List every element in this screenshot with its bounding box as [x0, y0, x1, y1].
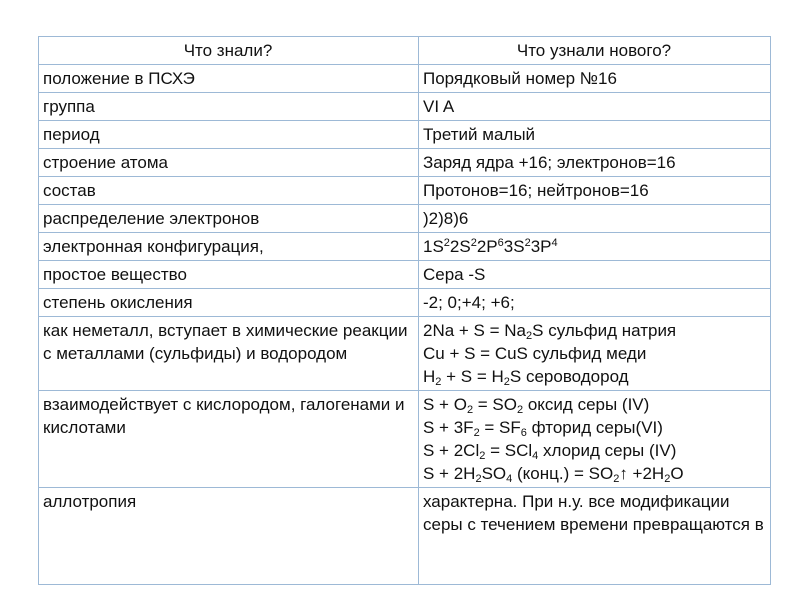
row-value: Порядковый номер №16	[419, 65, 771, 93]
reaction-line: $H_2 + S = H_2S$ сероводород	[423, 367, 629, 388]
table-row	[39, 65, 771, 93]
row-value: VI A	[419, 93, 771, 121]
reaction-line: $S + 2H_2SO_4$ (конц.) = $SO_2↑ +2H_2O$	[423, 464, 684, 485]
table-row	[39, 488, 771, 585]
table-row	[39, 205, 771, 233]
sulfur-table	[38, 36, 771, 585]
table-row	[39, 121, 771, 149]
row-value: $1S^22S^22P^63S^23P^4$	[419, 233, 771, 261]
row-label: взаимодействует с кислородом, галогенами и кислотами	[39, 391, 419, 488]
row-label: строение атома	[39, 149, 419, 177]
row-label: положение в ПСХЭ	[39, 65, 419, 93]
table-row	[39, 261, 771, 289]
row-label: аллотропия	[39, 488, 419, 585]
row-label: простое вещество	[39, 261, 419, 289]
row-value	[419, 317, 771, 391]
table-header-row	[39, 37, 771, 65]
row-label: состав	[39, 177, 419, 205]
table-row	[39, 289, 771, 317]
table-row	[39, 149, 771, 177]
header-known: Что знали?	[39, 37, 419, 65]
header-new: Что узнали нового?	[419, 37, 771, 65]
row-label: степень окисления	[39, 289, 419, 317]
row-label: как неметалл, вступает в химические реакции с металлами (сульфиды) и водородом	[39, 317, 419, 391]
table-row	[39, 317, 771, 391]
table-row	[39, 93, 771, 121]
reaction-line: $S + O_2 = SO_2$ оксид серы (IV)	[423, 395, 650, 416]
row-label: электронная конфигурация,	[39, 233, 419, 261]
row-value: характерна. При н.у. все модификации серы с течением времени превращаются в	[419, 488, 771, 585]
reaction-line: $S + 3F_2 = SF_6$ фторид серы(VI)	[423, 418, 663, 439]
reaction-line: $S + 2Cl_2 = SCl_4$ хлорид серы (IV)	[423, 441, 677, 462]
row-value: Заряд ядра +16; электронов=16	[419, 149, 771, 177]
row-label: группа	[39, 93, 419, 121]
table-row	[39, 177, 771, 205]
table-row	[39, 391, 771, 488]
row-label: период	[39, 121, 419, 149]
table-row	[39, 233, 771, 261]
row-value: Сера -S	[419, 261, 771, 289]
row-label: распределение электронов	[39, 205, 419, 233]
row-value: Третий малый	[419, 121, 771, 149]
row-value: Протонов=16; нейтронов=16	[419, 177, 771, 205]
reaction-line: Cu + S = CuS сульфид меди	[423, 344, 647, 363]
reaction-line: $2Na + S = Na_2S$ сульфид натрия	[423, 321, 677, 342]
row-value	[419, 391, 771, 488]
row-value: )2)8)6	[419, 205, 771, 233]
row-value: -2; 0;+4; +6;	[419, 289, 771, 317]
